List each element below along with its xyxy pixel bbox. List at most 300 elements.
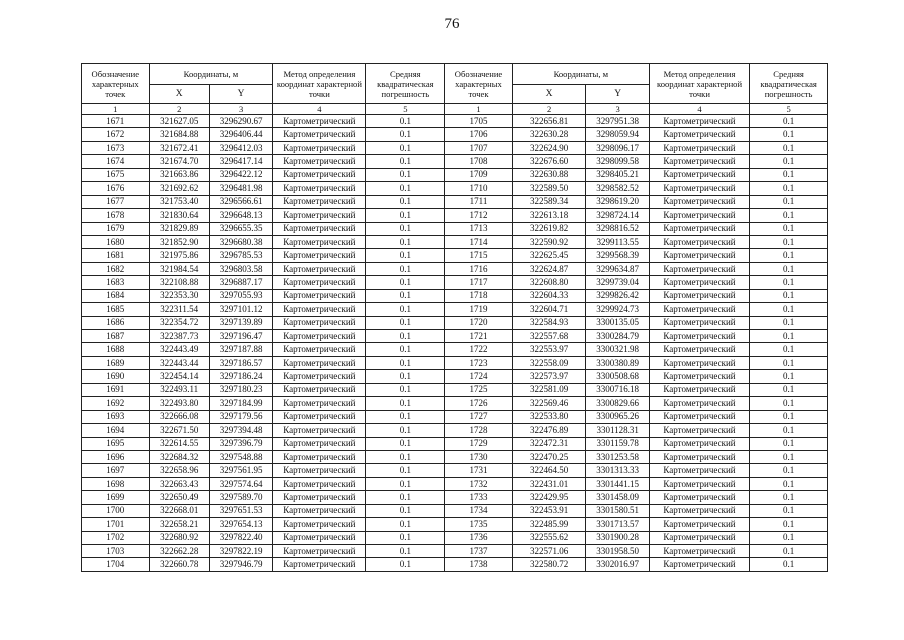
error-cell: 0.1 [366,222,445,235]
method-cell: Картометрический [649,330,749,343]
x-coordinate-cell: 322663.43 [149,477,209,490]
x-coordinate-cell: 322493.80 [149,397,209,410]
column-number: 4 [649,104,749,115]
method-cell: Картометрический [649,477,749,490]
error-cell: 0.1 [366,182,445,195]
method-cell: Картометрический [649,303,749,316]
header-coordinates: Координаты, м [512,64,649,85]
y-coordinate-cell: 3296412.03 [209,141,272,154]
error-cell: 0.1 [366,545,445,558]
method-cell: Картометрический [273,276,366,289]
table-row [82,155,828,168]
point-id-cell: 1680 [82,235,150,248]
method-cell: Картометрический [273,141,366,154]
method-cell: Картометрический [273,343,366,356]
column-number: 2 [149,104,209,115]
error-cell: 0.1 [750,209,828,222]
method-cell: Картометрический [273,491,366,504]
method-cell: Картометрический [273,383,366,396]
x-coordinate-cell: 322108.88 [149,276,209,289]
y-coordinate-cell: 3296422.12 [209,168,272,181]
error-cell: 0.1 [366,115,445,128]
y-coordinate-cell: 3300829.66 [586,397,649,410]
error-cell: 0.1 [750,115,828,128]
y-coordinate-cell: 3298096.17 [586,141,649,154]
y-coordinate-cell: 3297180.23 [209,383,272,396]
x-coordinate-cell: 322590.92 [512,235,586,248]
error-cell: 0.1 [366,289,445,302]
method-cell: Картометрический [273,115,366,128]
y-coordinate-cell: 3300965.26 [586,410,649,423]
error-cell: 0.1 [750,491,828,504]
header-error: Средняя квадратическая погрешность [366,64,445,104]
point-id-cell: 1708 [445,155,513,168]
x-coordinate-cell: 322668.01 [149,504,209,517]
error-cell: 0.1 [750,424,828,437]
x-coordinate-cell: 322604.71 [512,303,586,316]
x-coordinate-cell: 322624.90 [512,141,586,154]
column-number: 5 [366,104,445,115]
y-coordinate-cell: 3298724.14 [586,209,649,222]
table-row [82,518,828,531]
method-cell: Картометрический [273,168,366,181]
method-cell: Картометрический [273,182,366,195]
point-id-cell: 1735 [445,518,513,531]
x-coordinate-cell: 322485.99 [512,518,586,531]
point-id-cell: 1696 [82,450,150,463]
method-cell: Картометрический [649,518,749,531]
header-row [82,64,828,85]
point-id-cell: 1733 [445,491,513,504]
x-coordinate-cell: 322354.72 [149,316,209,329]
header-method: Метод определения координат характерной точки [273,64,366,104]
method-cell: Картометрический [649,155,749,168]
point-id-cell: 1716 [445,262,513,275]
x-coordinate-cell: 322619.82 [512,222,586,235]
error-cell: 0.1 [366,424,445,437]
x-coordinate-cell: 322584.93 [512,316,586,329]
point-id-cell: 1728 [445,424,513,437]
x-coordinate-cell: 322581.09 [512,383,586,396]
point-id-cell: 1698 [82,477,150,490]
method-cell: Картометрический [649,383,749,396]
method-cell: Картометрический [273,155,366,168]
error-cell: 0.1 [750,437,828,450]
error-cell: 0.1 [750,249,828,262]
y-coordinate-cell: 3297394.48 [209,424,272,437]
y-coordinate-cell: 3297561.95 [209,464,272,477]
error-cell: 0.1 [750,235,828,248]
error-cell: 0.1 [366,356,445,369]
point-id-cell: 1714 [445,235,513,248]
point-id-cell: 1724 [445,370,513,383]
table-row [82,531,828,544]
y-coordinate-cell: 3296417.14 [209,155,272,168]
error-cell: 0.1 [750,330,828,343]
x-coordinate-cell: 322470.25 [512,450,586,463]
x-coordinate-cell: 322429.95 [512,491,586,504]
error-cell: 0.1 [750,222,828,235]
point-id-cell: 1675 [82,168,150,181]
y-coordinate-cell: 3297651.53 [209,504,272,517]
method-cell: Картометрический [649,464,749,477]
x-coordinate-cell: 322353.30 [149,289,209,302]
method-cell: Картометрический [273,370,366,383]
method-cell: Картометрический [649,249,749,262]
y-coordinate-cell: 3300135.05 [586,316,649,329]
y-coordinate-cell: 3297101.12 [209,303,272,316]
header-designation: Обозначение характерных точек [82,64,150,104]
method-cell: Картометрический [273,437,366,450]
point-id-cell: 1672 [82,128,150,141]
method-cell: Картометрический [273,209,366,222]
method-cell: Картометрический [273,195,366,208]
error-cell: 0.1 [750,182,828,195]
y-coordinate-cell: 3296887.17 [209,276,272,289]
method-cell: Картометрический [273,504,366,517]
y-coordinate-cell: 3302016.97 [586,558,649,571]
x-coordinate-cell: 321692.62 [149,182,209,195]
error-cell: 0.1 [750,464,828,477]
method-cell: Картометрический [649,343,749,356]
y-coordinate-cell: 3297548.88 [209,450,272,463]
y-coordinate-cell: 3301580.51 [586,504,649,517]
point-id-cell: 1709 [445,168,513,181]
coordinates-table [81,63,828,572]
point-id-cell: 1673 [82,141,150,154]
error-cell: 0.1 [750,155,828,168]
y-coordinate-cell: 3299826.42 [586,289,649,302]
x-coordinate-cell: 322608.80 [512,276,586,289]
table-row [82,504,828,517]
method-cell: Картометрический [649,545,749,558]
point-id-cell: 1681 [82,249,150,262]
y-coordinate-cell: 3297951.38 [586,115,649,128]
y-coordinate-cell: 3297574.64 [209,477,272,490]
y-coordinate-cell: 3301458.09 [586,491,649,504]
method-cell: Картометрический [649,531,749,544]
x-coordinate-cell: 322613.18 [512,209,586,222]
x-coordinate-cell: 321627.05 [149,115,209,128]
method-cell: Картометрический [649,115,749,128]
y-coordinate-cell: 3296566.61 [209,195,272,208]
y-coordinate-cell: 3301900.28 [586,531,649,544]
error-cell: 0.1 [366,477,445,490]
y-coordinate-cell: 3297184.99 [209,397,272,410]
column-number: 2 [512,104,586,115]
method-cell: Картометрический [649,276,749,289]
error-cell: 0.1 [750,545,828,558]
y-coordinate-cell: 3296655.35 [209,222,272,235]
error-cell: 0.1 [750,477,828,490]
error-cell: 0.1 [366,155,445,168]
x-coordinate-cell: 321829.89 [149,222,209,235]
error-cell: 0.1 [750,128,828,141]
method-cell: Картометрический [649,558,749,571]
x-coordinate-cell: 322658.96 [149,464,209,477]
point-id-cell: 1732 [445,477,513,490]
table-row [82,383,828,396]
point-id-cell: 1712 [445,209,513,222]
error-cell: 0.1 [366,383,445,396]
method-cell: Картометрический [273,477,366,490]
y-coordinate-cell: 3297822.40 [209,531,272,544]
table-row [82,195,828,208]
x-coordinate-cell: 322589.50 [512,182,586,195]
error-cell: 0.1 [366,235,445,248]
x-coordinate-cell: 322684.32 [149,450,209,463]
x-coordinate-cell: 322614.55 [149,437,209,450]
point-id-cell: 1687 [82,330,150,343]
point-id-cell: 1688 [82,343,150,356]
point-id-cell: 1677 [82,195,150,208]
point-id-cell: 1721 [445,330,513,343]
method-cell: Картометрический [273,356,366,369]
error-cell: 0.1 [750,383,828,396]
point-id-cell: 1710 [445,182,513,195]
column-number: 1 [82,104,150,115]
error-cell: 0.1 [750,531,828,544]
y-coordinate-cell: 3297822.19 [209,545,272,558]
x-coordinate-cell: 322472.31 [512,437,586,450]
x-coordinate-cell: 322493.11 [149,383,209,396]
y-coordinate-cell: 3300321.98 [586,343,649,356]
header-designation: Обозначение характерных точек [445,64,513,104]
table-row [82,491,828,504]
column-number: 5 [750,104,828,115]
x-coordinate-cell: 322571.06 [512,545,586,558]
point-id-cell: 1701 [82,518,150,531]
column-number: 3 [586,104,649,115]
error-cell: 0.1 [750,195,828,208]
y-coordinate-cell: 3301313.33 [586,464,649,477]
point-id-cell: 1705 [445,115,513,128]
y-coordinate-cell: 3301713.57 [586,518,649,531]
error-cell: 0.1 [750,518,828,531]
table-row [82,222,828,235]
table-row [82,370,828,383]
point-id-cell: 1679 [82,222,150,235]
header-coordinates: Координаты, м [149,64,273,85]
point-id-cell: 1717 [445,276,513,289]
y-coordinate-cell: 3300380.89 [586,356,649,369]
error-cell: 0.1 [366,343,445,356]
x-coordinate-cell: 322604.33 [512,289,586,302]
x-coordinate-cell: 322573.97 [512,370,586,383]
y-coordinate-cell: 3301128.31 [586,424,649,437]
x-coordinate-cell: 321852.90 [149,235,209,248]
table-row [82,235,828,248]
error-cell: 0.1 [366,518,445,531]
point-id-cell: 1711 [445,195,513,208]
y-coordinate-cell: 3298582.52 [586,182,649,195]
header-row-numbers [82,104,828,115]
point-id-cell: 1718 [445,289,513,302]
point-id-cell: 1689 [82,356,150,369]
table-row [82,437,828,450]
table-row [82,558,828,571]
method-cell: Картометрический [649,168,749,181]
point-id-cell: 1703 [82,545,150,558]
table-row [82,276,828,289]
x-coordinate-cell: 321830.64 [149,209,209,222]
x-coordinate-cell: 322443.49 [149,343,209,356]
method-cell: Картометрический [649,182,749,195]
error-cell: 0.1 [750,168,828,181]
table-row [82,209,828,222]
table-row [82,343,828,356]
y-coordinate-cell: 3298099.58 [586,155,649,168]
x-coordinate-cell: 322656.81 [512,115,586,128]
y-coordinate-cell: 3301159.78 [586,437,649,450]
method-cell: Картометрический [649,424,749,437]
x-coordinate-cell: 322533.80 [512,410,586,423]
table-row [82,477,828,490]
table-row [82,410,828,423]
error-cell: 0.1 [366,209,445,222]
error-cell: 0.1 [750,289,828,302]
table-row [82,397,828,410]
error-cell: 0.1 [750,558,828,571]
method-cell: Картометрический [649,356,749,369]
point-id-cell: 1729 [445,437,513,450]
table-row [82,424,828,437]
method-cell: Картометрический [273,262,366,275]
method-cell: Картометрический [649,209,749,222]
error-cell: 0.1 [366,141,445,154]
point-id-cell: 1693 [82,410,150,423]
table-row [82,128,828,141]
table-row [82,545,828,558]
error-cell: 0.1 [366,195,445,208]
method-cell: Картометрический [273,289,366,302]
y-coordinate-cell: 3301958.50 [586,545,649,558]
column-number: 4 [273,104,366,115]
table-row [82,356,828,369]
x-coordinate-cell: 322680.92 [149,531,209,544]
y-coordinate-cell: 3297186.24 [209,370,272,383]
x-coordinate-cell: 321753.40 [149,195,209,208]
method-cell: Картометрический [649,289,749,302]
x-coordinate-cell: 321684.88 [149,128,209,141]
error-cell: 0.1 [750,343,828,356]
header-x: X [149,85,209,104]
point-id-cell: 1700 [82,504,150,517]
y-coordinate-cell: 3297946.79 [209,558,272,571]
method-cell: Картометрический [273,531,366,544]
x-coordinate-cell: 322630.88 [512,168,586,181]
x-coordinate-cell: 322453.91 [512,504,586,517]
header-y: Y [586,85,649,104]
x-coordinate-cell: 322558.09 [512,356,586,369]
x-coordinate-cell: 322476.89 [512,424,586,437]
method-cell: Картометрический [273,222,366,235]
y-coordinate-cell: 3296803.58 [209,262,272,275]
point-id-cell: 1695 [82,437,150,450]
y-coordinate-cell: 3296680.38 [209,235,272,248]
column-number: 3 [209,104,272,115]
y-coordinate-cell: 3300508.68 [586,370,649,383]
method-cell: Картометрический [649,397,749,410]
method-cell: Картометрический [273,424,366,437]
point-id-cell: 1706 [445,128,513,141]
table-row [82,450,828,463]
y-coordinate-cell: 3299113.55 [586,235,649,248]
point-id-cell: 1676 [82,182,150,195]
point-id-cell: 1730 [445,450,513,463]
method-cell: Картометрический [273,450,366,463]
point-id-cell: 1738 [445,558,513,571]
table-row [82,464,828,477]
error-cell: 0.1 [750,504,828,517]
method-cell: Картометрический [649,195,749,208]
point-id-cell: 1704 [82,558,150,571]
point-id-cell: 1686 [82,316,150,329]
point-id-cell: 1726 [445,397,513,410]
table-row [82,316,828,329]
error-cell: 0.1 [750,370,828,383]
point-id-cell: 1736 [445,531,513,544]
x-coordinate-cell: 322650.49 [149,491,209,504]
point-id-cell: 1725 [445,383,513,396]
error-cell: 0.1 [366,316,445,329]
error-cell: 0.1 [366,262,445,275]
header-y: Y [209,85,272,104]
point-id-cell: 1684 [82,289,150,302]
x-coordinate-cell: 322555.62 [512,531,586,544]
x-coordinate-cell: 322580.72 [512,558,586,571]
x-coordinate-cell: 322569.46 [512,397,586,410]
x-coordinate-cell: 322311.54 [149,303,209,316]
y-coordinate-cell: 3298816.52 [586,222,649,235]
error-cell: 0.1 [750,276,828,289]
table-row [82,303,828,316]
error-cell: 0.1 [366,397,445,410]
point-id-cell: 1719 [445,303,513,316]
x-coordinate-cell: 322464.50 [512,464,586,477]
table-row [82,249,828,262]
x-coordinate-cell: 322454.14 [149,370,209,383]
error-cell: 0.1 [366,128,445,141]
method-cell: Картометрический [273,303,366,316]
y-coordinate-cell: 3296406.44 [209,128,272,141]
x-coordinate-cell: 322676.60 [512,155,586,168]
y-coordinate-cell: 3299924.73 [586,303,649,316]
point-id-cell: 1737 [445,545,513,558]
y-coordinate-cell: 3296648.13 [209,209,272,222]
error-cell: 0.1 [750,450,828,463]
y-coordinate-cell: 3299568.39 [586,249,649,262]
point-id-cell: 1683 [82,276,150,289]
point-id-cell: 1702 [82,531,150,544]
table-row [82,289,828,302]
method-cell: Картометрический [273,518,366,531]
error-cell: 0.1 [366,410,445,423]
error-cell: 0.1 [366,330,445,343]
point-id-cell: 1727 [445,410,513,423]
x-coordinate-cell: 321984.54 [149,262,209,275]
point-id-cell: 1734 [445,504,513,517]
y-coordinate-cell: 3296481.98 [209,182,272,195]
x-coordinate-cell: 322431.01 [512,477,586,490]
method-cell: Картометрический [649,316,749,329]
method-cell: Картометрический [649,222,749,235]
y-coordinate-cell: 3299739.04 [586,276,649,289]
y-coordinate-cell: 3298619.20 [586,195,649,208]
method-cell: Картометрический [649,141,749,154]
error-cell: 0.1 [750,141,828,154]
x-coordinate-cell: 322666.08 [149,410,209,423]
